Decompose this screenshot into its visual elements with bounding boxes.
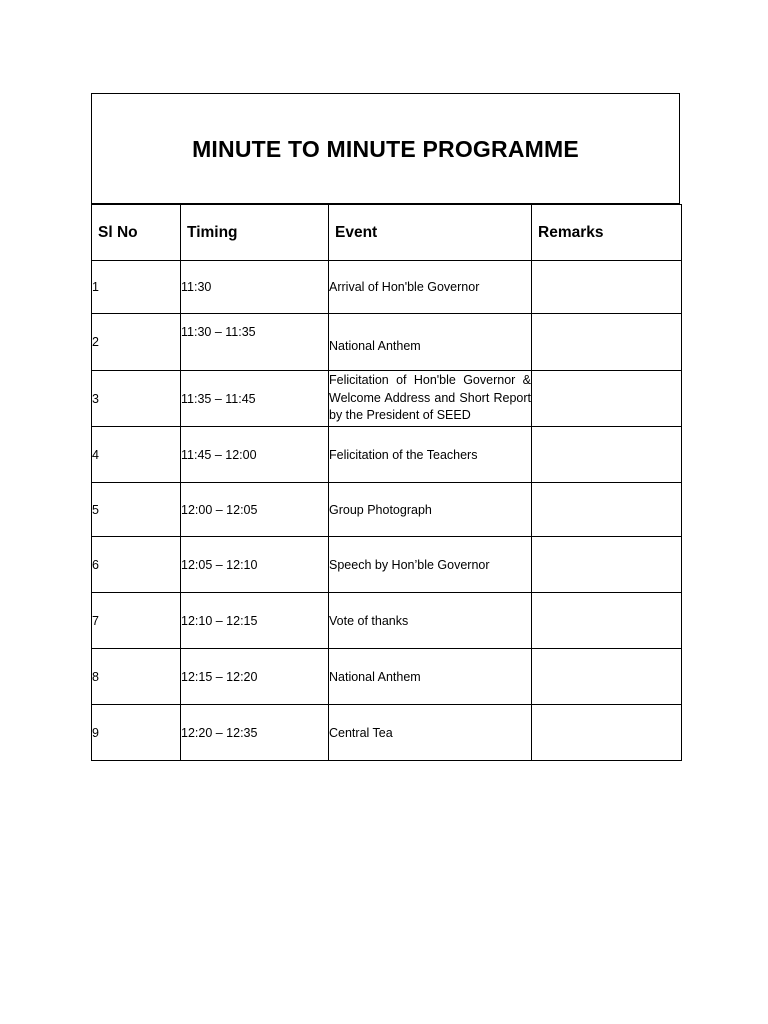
remarks-cell	[532, 593, 682, 649]
event-cell: Felicitation of Hon'ble Governor & Welcome Address and Short Report by the President of SEED	[329, 371, 532, 427]
event-cell: Central Tea	[329, 705, 532, 761]
table-row	[92, 537, 682, 593]
header-event: Event	[329, 205, 532, 261]
event-cell: Vote of thanks	[329, 593, 532, 649]
sl-no-cell: 3	[92, 371, 181, 427]
event-cell: National Anthem	[329, 649, 532, 705]
programme-table	[91, 204, 682, 761]
remarks-cell	[532, 371, 682, 427]
remarks-cell	[532, 537, 682, 593]
timing-cell: 12:10 – 12:15	[181, 593, 329, 649]
sl-no-cell: 8	[92, 649, 181, 705]
sl-no-cell: 6	[92, 537, 181, 593]
remarks-cell	[532, 427, 682, 483]
event-cell: Speech by Hon’ble Governor	[329, 537, 532, 593]
sl-no-cell: 2	[92, 314, 181, 371]
remarks-cell	[532, 483, 682, 537]
sl-no-cell: 4	[92, 427, 181, 483]
sl-no-cell: 5	[92, 483, 181, 537]
table-row	[92, 261, 682, 314]
timing-cell: 11:35 – 11:45	[181, 371, 329, 427]
sl-no-cell: 7	[92, 593, 181, 649]
timing-cell: 11:30	[181, 261, 329, 314]
event-cell: Group Photograph	[329, 483, 532, 537]
table-row	[92, 705, 682, 761]
table-row	[92, 427, 682, 483]
table-header-row	[92, 205, 682, 261]
header-remarks: Remarks	[532, 205, 682, 261]
timing-cell: 12:20 – 12:35	[181, 705, 329, 761]
page-title: MINUTE TO MINUTE PROGRAMME	[192, 136, 579, 162]
remarks-cell	[532, 649, 682, 705]
table-row	[92, 649, 682, 705]
timing-cell: 12:15 – 12:20	[181, 649, 329, 705]
title-box	[91, 93, 680, 204]
table-row	[92, 483, 682, 537]
timing-cell: 11:30 – 11:35	[181, 314, 329, 371]
event-cell: Arrival of Hon'ble Governor	[329, 261, 532, 314]
timing-cell: 12:05 – 12:10	[181, 537, 329, 593]
sl-no-cell: 1	[92, 261, 181, 314]
remarks-cell	[532, 261, 682, 314]
timing-cell: 12:00 – 12:05	[181, 483, 329, 537]
table-row	[92, 314, 682, 371]
timing-cell: 11:45 – 12:00	[181, 427, 329, 483]
header-sl-no: Sl No	[92, 205, 181, 261]
table-row	[92, 371, 682, 427]
sl-no-cell: 9	[92, 705, 181, 761]
event-cell: Felicitation of the Teachers	[329, 427, 532, 483]
table-row	[92, 593, 682, 649]
header-timing: Timing	[181, 205, 329, 261]
remarks-cell	[532, 705, 682, 761]
remarks-cell	[532, 314, 682, 371]
event-cell: National Anthem	[329, 314, 532, 371]
